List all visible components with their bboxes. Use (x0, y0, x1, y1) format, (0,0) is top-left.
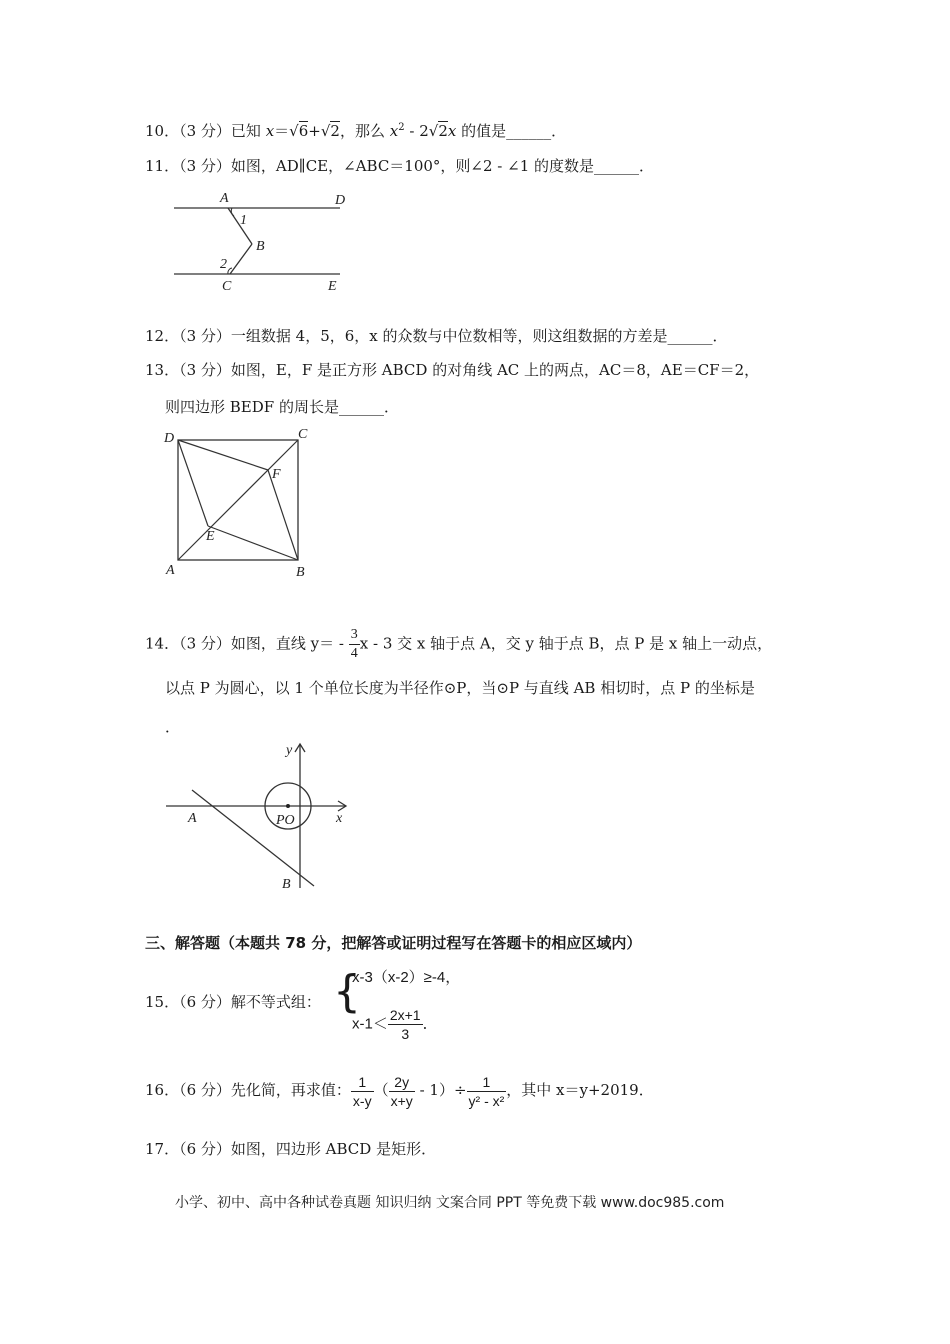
label-1: 1 (240, 213, 247, 228)
section-heading: 三、解答题（本题共 78 分，把解答或证明过程写在答题卡的相应区域内） (145, 934, 642, 952)
figure-square (160, 422, 320, 582)
label-a: A (166, 563, 175, 578)
inequality-1: x-3（x-2）≥-4， (352, 969, 461, 986)
label-d: D (335, 193, 346, 208)
label-e: E (206, 529, 215, 544)
page-footer: 小学、初中、高中各种试卷真题 知识归纳 文案合同 PPT 等免费下载 www.doc985.com (175, 1195, 725, 1211)
label-b: B (296, 565, 305, 580)
label-a: A (220, 191, 229, 206)
label-b: B (282, 877, 291, 892)
label-c: C (298, 427, 308, 442)
label-x: x (336, 811, 343, 826)
label-2: 2 (220, 257, 227, 272)
question-10: 10．（3 分）已知 x＝√6+√2，那么 $x^2 - 2√2x$ 的值是______． (145, 122, 567, 140)
label-po: PO (276, 813, 295, 828)
question-15: 15．（6 分）解不等式组： (145, 993, 321, 1011)
question-14-line2: 以点 P 为圆心，以 1 个单位长度为半径作⊙P，当⊙P 与直线 AB 相切时，点 P 的坐标是 (165, 679, 755, 697)
brace: { (333, 966, 361, 1017)
label-c: C (222, 279, 232, 294)
inequality-2: x-1＜ $\frac{2x+1}{3}$ ． (352, 1007, 438, 1042)
figure-coordinate (160, 738, 360, 898)
question-14: 14．（3 分）如图，直线 y＝ - $\frac{3}{4}$ x - 3 交 x 轴于点 A，交 y 轴于点 B，点 P 是 x 轴上一动点， (145, 627, 773, 661)
question-13: 13．（3 分）如图，E，F 是正方形 ABCD 的对角线 AC 上的两点，AC＝8，AE＝CF＝2， (145, 361, 760, 379)
label-y: y (286, 743, 293, 758)
label-b: B (256, 239, 265, 254)
question-17: 17．（6 分）如图，四边形 ABCD 是矩形． (145, 1140, 437, 1158)
figure-parallel-lines (160, 186, 360, 296)
question-14-line3: ． (165, 718, 181, 736)
label-a: A (188, 811, 197, 826)
question-13-line2: 则四边形 BEDF 的周长是______． (165, 398, 399, 416)
question-16: 16．（6 分）先化简，再求值： $\frac{1}{x-y}$ （ $\frac{2y}{x+y}$ - 1）÷ $\frac{1}{\text{y² - x²}}$ ，其中 x＝y+2019． (145, 1073, 654, 1109)
label-e: E (328, 279, 337, 294)
label-f: F (272, 467, 281, 482)
question-11: 11．（3 分）如图，AD∥CE，∠ABC＝100°，则∠2 - ∠1 的度数是______． (145, 157, 655, 175)
label-d: D (164, 431, 175, 446)
question-12: 12．（3 分）一组数据 4，5，6，x 的众数与中位数相等，则这组数据的方差是______． (145, 327, 728, 345)
